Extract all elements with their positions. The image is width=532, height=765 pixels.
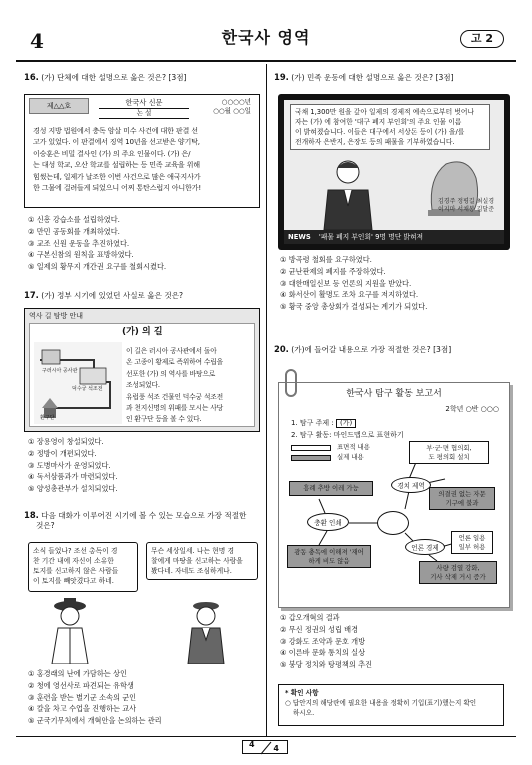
- footer-page-indicator: 4 4: [242, 740, 288, 754]
- choice-5[interactable]: ⑤ 붕당 정치와 탕평책의 추진: [280, 660, 372, 670]
- question-20-title: 20. (가)에 들어갈 내용으로 가장 적절한 것은? [3점]: [274, 344, 452, 354]
- exam-title: 한국사 영역: [221, 28, 311, 47]
- map-label-hwangudan: 환구단: [40, 415, 55, 421]
- choice-5[interactable]: ⑤ 황국 중앙 총상회가 결성되는 계기가 되었다.: [280, 302, 428, 312]
- node-mid-right: 의결권 없는 자문 기구에 불과: [429, 487, 495, 510]
- question-18-choices[interactable]: [28, 668, 162, 727]
- choice-5[interactable]: ⑤ 양성총관부가 설치되었다.: [28, 484, 118, 494]
- walk-route-map: [34, 342, 122, 424]
- choice-3[interactable]: ③ 대한매일신보 등 언론의 지원을 받았다.: [280, 278, 412, 288]
- node-top-right: 부·군·면 협의회, 도 평의회 설치: [409, 441, 489, 464]
- question-16-choices[interactable]: [28, 214, 166, 273]
- node-speech: 언론 경제: [405, 539, 445, 555]
- choice-1[interactable]: ① 방곡령 철회를 요구하였다.: [280, 255, 372, 264]
- speech-bubble-right: 무슨 세상일세. 나는 현명 경 찰에게 마땅을 신고하는 사람을 봤다네. 자네도 조심하게나.: [146, 542, 258, 580]
- column-divider: [266, 64, 267, 736]
- choice-2[interactable]: ② 정방이 개편되었다.: [28, 448, 97, 458]
- newspaper-name: 한국사 신문: [125, 98, 163, 107]
- news-anchor: [318, 156, 378, 230]
- question-16-title: 16. (가) 단체에 대한 설명으로 옳은 것은? [3점]: [24, 72, 187, 82]
- figure-left-person: [40, 596, 100, 664]
- report-activity: 2. 탐구 활동: 마인드맵으로 표현하기: [291, 431, 404, 439]
- choice-5[interactable]: ⑤ 일제의 황무지 개간권 요구를 철회시켰다.: [28, 262, 167, 272]
- choice-4[interactable]: ④ 독서삼품과가 마련되었다.: [28, 472, 118, 482]
- choice-5[interactable]: ⑤ 군국기무처에서 개혁안을 논의하는 관리: [28, 716, 162, 726]
- history-walk-guide: [24, 308, 260, 432]
- confirmation-notice: * 확인 사항 ○ 답안지의 해당란에 필요한 내용을 정확히 기입(표기)했는지 확인 하시오.: [278, 684, 504, 726]
- footer-rule: [16, 736, 516, 737]
- choice-1[interactable]: ① 갑오개혁의 결과: [280, 613, 340, 622]
- choice-4[interactable]: ④ 칼을 차고 수업을 진행하는 교사: [28, 704, 137, 714]
- choice-2[interactable]: ② 만민 공동회를 개최하였다.: [28, 226, 120, 236]
- choice-1[interactable]: ① 신흥 강습소를 설립하였다.: [28, 215, 120, 224]
- choice-3[interactable]: ③ 훈련을 받는 별기군 소속의 군인: [28, 692, 137, 702]
- node-bottom-right: 사량 검열 강화, 기사 삭제 거시 증가: [419, 561, 497, 584]
- choice-2[interactable]: ② 균난판제의 폐지를 주장하였다.: [280, 266, 386, 276]
- speech-bubble-left: 소식 들었나? 조선 총독이 경 찬 기간 내에 자신이 소유한 토지를 신고하지 않은 사람들 이 토지를 빼앗겼다고 하네.: [28, 542, 138, 592]
- question-20-choices[interactable]: [280, 612, 372, 671]
- mindmap-center-node: [377, 511, 409, 535]
- guide-title: (가) 의 길: [122, 327, 163, 337]
- guide-label: 역사 길 탐방 안내: [29, 312, 84, 320]
- question-18-title: 18. 다음 대화가 이루어진 시기에 볼 수 있는 모습으로 가장 적절한 것은?: [24, 510, 247, 530]
- research-report: [278, 382, 510, 608]
- tv-caption: 국채 1,300만 원을 갚아 일제의 경제적 예속으로부터 벗어나 자는 (가) 에 참여한 '대구 폐지 부인회'의 주요 인물 이름 이 밝혀졌습니다. 이들은 대구에서 서상돈 등이 (가) 을/를 전개하자 은반지, 은장도 등의 패물을 기부하였습니다.: [290, 104, 490, 150]
- guide-text: 이 길은 러시아 공사관에서 돌아 온 고종이 황제로 즉위하여 수립을 선포한 (가) 의 역사를 바탕으로 조성되었다. 유럽풍 석조 건물인 덕수궁 석조전 과 천지신명의 위패를 모시는 사당 인 환구단 등을 볼 수 있다.: [126, 347, 223, 424]
- newspaper-article: [24, 94, 260, 208]
- monument-label: 김경주 정평길 최실경 이지마 서채봉 김달준: [438, 198, 494, 213]
- choice-1[interactable]: ① 홍경래의 난에 가담하는 상인: [28, 669, 127, 678]
- choice-4[interactable]: ④ 구본신참의 원칙을 표방하였다.: [28, 250, 134, 260]
- question-19-title: 19. (가) 민족 운동에 대한 설명으로 옳은 것은? [3점]: [274, 72, 454, 82]
- node-lower-level: 흥례 추방 이레 가능: [289, 481, 373, 496]
- choice-4[interactable]: ④ 이른바 문화 통치의 실상: [280, 648, 366, 658]
- tv-screen: [284, 100, 504, 244]
- choice-2[interactable]: ② 청에 영선사로 파견되는 유학생: [28, 680, 134, 690]
- news-ticker-bar: [284, 230, 504, 244]
- header-rule: [16, 60, 516, 62]
- figure-right-person: [176, 596, 236, 664]
- news-ticker: '패물 폐지 부인회' 9명 명단 밝혀져: [318, 233, 424, 241]
- news-tag: NEWS: [288, 233, 311, 241]
- node-vaccination: 충환 인쇄: [307, 513, 349, 531]
- map-label-russian-legation: 구러시아 공사관: [42, 368, 78, 374]
- choice-3[interactable]: ③ 도병마사가 운영되었다.: [28, 460, 111, 470]
- node-police: 경치 제역: [391, 477, 431, 493]
- newspaper-body: 경성 지방 법원에서 충독 암살 미수 사건에 대한 판결 선 고가 있었다. 이 판결에서 징역 10년을 선고받은 양기탁, 이승훈은 비밀 결사인 (가) 의 주요 인물이다. (가) 은/ 는 대성 학교, 오산 학교를 설립하는 등 민족 교육을 위해 힘썼는데, 일제가 날조한 이번 사건으로 많은 애국지사가 한 그물에 걸려들게 되었으니 어찌 통탄스럽지 아니한가!: [33, 126, 201, 193]
- report-title: 한국사 탐구 활동 보고서: [346, 389, 442, 399]
- question-17-choices[interactable]: [28, 436, 118, 495]
- report-meta: 2학년 ○반 ○○○: [445, 405, 499, 413]
- grade-badge: 고 2: [460, 30, 504, 48]
- choice-4[interactable]: ④ 화서산이 활명도 조차 요구를 저지하였다.: [280, 290, 419, 300]
- legend-surface: 표면적 내용: [337, 443, 370, 451]
- page-header: [16, 28, 516, 56]
- newspaper-date: ○○○○년 ○○월 ○○일: [213, 98, 251, 115]
- newspaper-issue: 제△△호: [29, 98, 89, 114]
- choice-3[interactable]: ③ 강화도 조약과 문호 개방: [280, 636, 366, 646]
- node-left-bottom: 광동 충독에 이해져 '재어 하게 비도 않음: [287, 545, 371, 568]
- choice-2[interactable]: ② 무신 정권의 성립 배경: [280, 624, 359, 634]
- question-19-choices[interactable]: [280, 254, 427, 313]
- tv-news-frame: [278, 94, 510, 250]
- newspaper-section: 논 설: [99, 108, 189, 119]
- choice-3[interactable]: ③ 교조 신원 운동을 추진하였다.: [28, 238, 130, 248]
- choice-1[interactable]: ① 장용영이 창설되었다.: [28, 437, 104, 446]
- report-topic: 1. 탐구 주제 : (가): [291, 419, 356, 428]
- node-right-small: 언론 일용 일부 허용: [451, 531, 493, 554]
- legend-actual: 실제 내용: [337, 453, 364, 461]
- map-label-seokjojeon: 덕수궁 석조전: [72, 386, 103, 392]
- question-17-title: 17. (가) 정부 시기에 있었던 사실로 옳은 것은?: [24, 290, 184, 300]
- page-number: 4: [30, 29, 44, 53]
